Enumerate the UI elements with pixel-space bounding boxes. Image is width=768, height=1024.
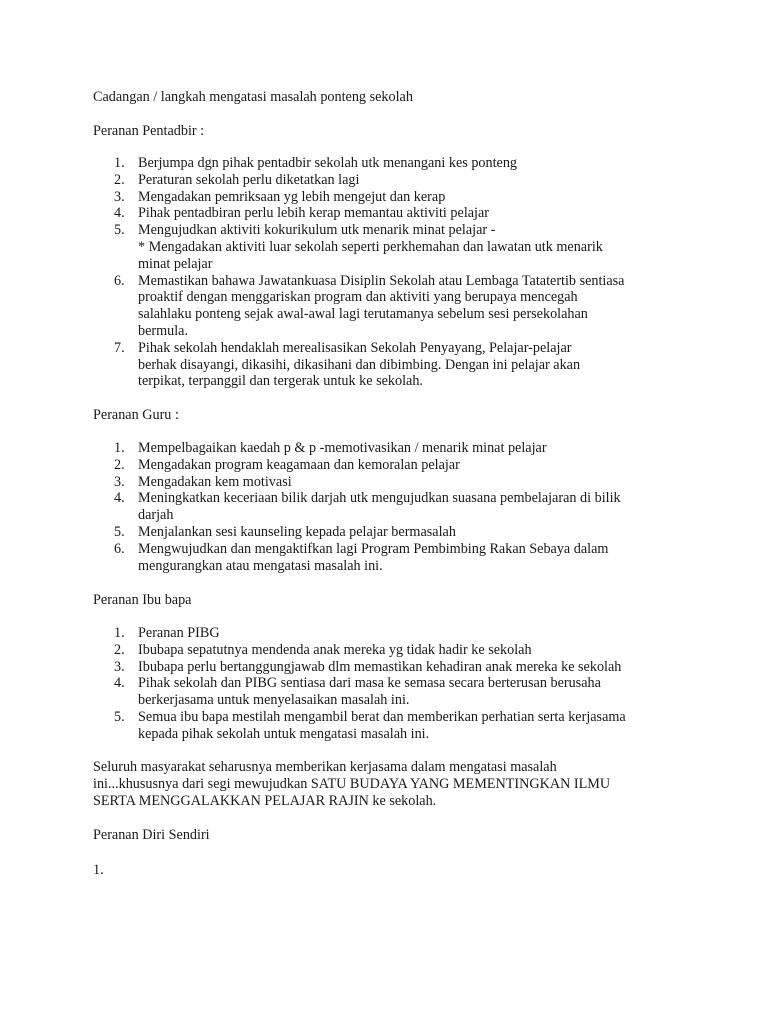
section-heading-guru: Peranan Guru : (93, 407, 179, 423)
list-item: 4. Pihak sekolah dan PIBG sentiasa dari masa ke semasa secara berterusan berusaha berkerjasama untuk menyelasaikan masalah ini. (114, 675, 601, 709)
list-item: 4. Pihak pentadbiran perlu lebih kerap memantau aktiviti pelajar (114, 205, 490, 222)
list-item: 1. Berjumpa dgn pihak pentadbir sekolah utk menangani kes ponteng (114, 155, 518, 171)
list-ibu-bapa (93, 625, 626, 743)
section-heading-ibu-bapa: Peranan Ibu bapa (93, 592, 192, 608)
list-item: 2. Peraturan sekolah perlu diketatkan lagi (114, 171, 360, 188)
list-item: 2. Ibubapa sepatutnya mendenda anak mereka yg tidak hadir ke sekolah (114, 641, 532, 658)
list-item: 4. Meningkatkan keceriaan bilik darjah utk mengujudkan suasana pembelajaran di bilik darjah (114, 490, 621, 524)
document-title: Cadangan / langkah mengatasi masalah ponteng sekolah (93, 89, 413, 105)
list-item: 5. Menjalankan sesi kaunseling kepada pelajar bermasalah (114, 523, 456, 540)
section-heading-pentadbir: Peranan Pentadbir : (93, 123, 205, 139)
list-pentadbir (93, 155, 624, 390)
list-item: 1. Mempelbagaikan kaedah p & p -memotivasikan / menarik minat pelajar (114, 440, 547, 456)
list-item: 6. Memastikan bahawa Jawatankuasa Disiplin Sekolah atau Lembaga Tatatertib sentiasa proaktif dengan menggariskan program dan aktiviti yang berupaya mencegah salahlaku ponteng sejak awal-awal lagi terutamanya sebelum sesi persekolahan bermula. (114, 272, 625, 339)
list-item: 3. Ibubapa perlu bertanggungjawab dlm memastikan kehadiran anak mereka ke sekolah (114, 658, 622, 675)
list-item: 5. Semua ibu bapa mestilah mengambil berat dan memberikan perhatian serta kerjasama kepada pihak sekolah untuk mengatasi masalah ini. (114, 708, 626, 742)
list-item: 7. Pihak sekolah hendaklah merealisasikan Sekolah Penyayang, Pelajar-pelajar berhak disayangi, dikasihi, dikasihani dan dibimbing. Dengan ini pelajar akan terpikat, terpanggil dan tergerak untuk ke sekolah. (114, 339, 581, 390)
conclusion-paragraph: Seluruh masyarakat seharusnya memberikan kerjasama dalam mengatasi masalah ini...khususnya dari segi mewujudkan SATU BUDAYA YANG MEMENTINGKAN ILMU SERTA MENGGALAKKAN PELAJAR RAJIN ke sekolah. (93, 759, 611, 809)
list-item: 1. Peranan PIBG (114, 625, 220, 641)
list-item: 5. Mengujudkan aktiviti kokurikulum utk menarik minat pelajar - * Mengadakan aktiviti luar sekolah seperti perkhemahan dan lawatan utk menarik minat pelajar (114, 222, 603, 272)
list-item: 2. Mengadakan program keagamaan dan kemoralan pelajar (114, 456, 460, 473)
list-item: 3. Mengadakan pemriksaan yg lebih mengejut dan kerap (114, 188, 446, 205)
list-item: 6. Mengwujudkan dan mengaktifkan lagi Program Pembimbing Rakan Sebaya dalam mengurangkan atau mengatasi masalah ini. (114, 540, 609, 574)
list-item: 3. Mengadakan kem motivasi (114, 473, 292, 490)
section-heading-diri-sendiri: Peranan Diri Sendiri (93, 827, 210, 843)
list-guru (93, 440, 621, 574)
list-item-number: 1. (93, 862, 104, 878)
